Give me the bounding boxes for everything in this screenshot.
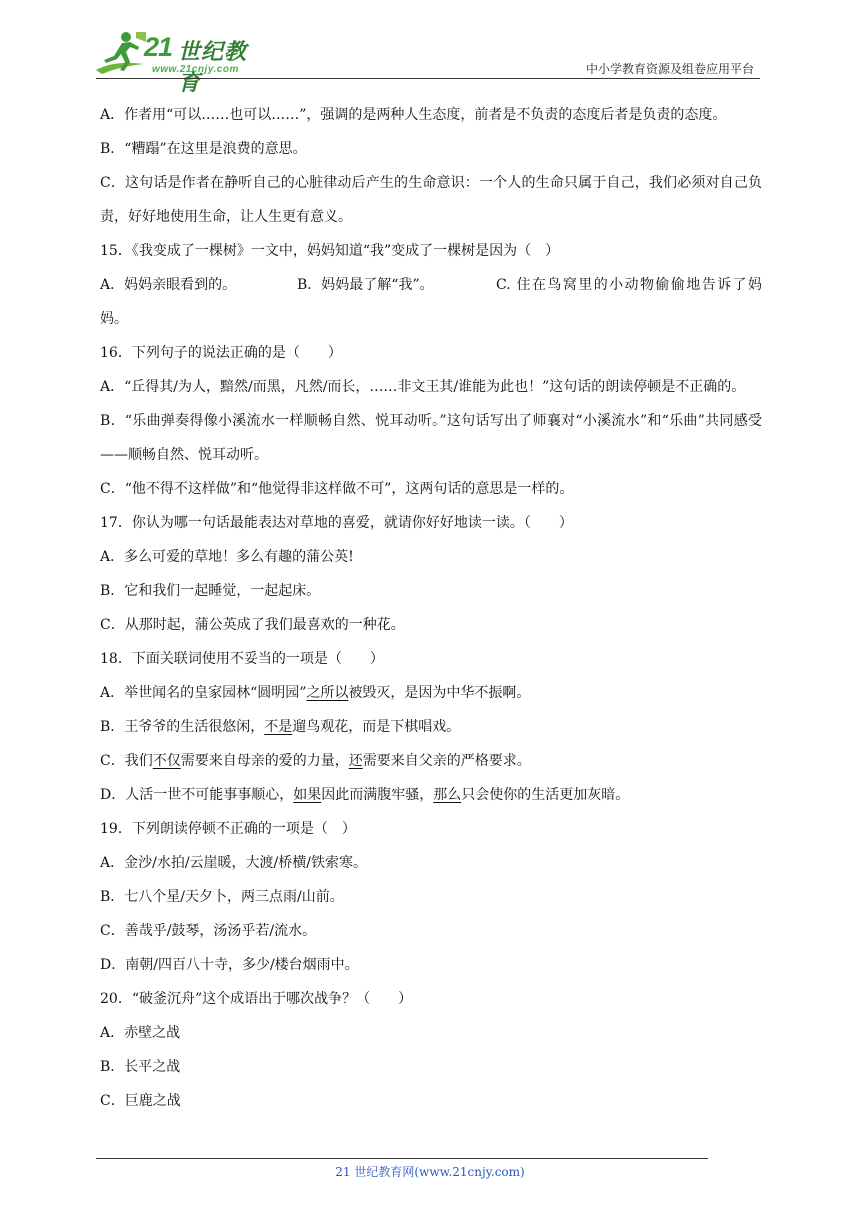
- logo-number: 21: [144, 32, 173, 62]
- question-18: 18．下面关联词使用不妥当的一项是（ ）: [100, 651, 384, 667]
- text-segment: 需要来自父亲的严格要求。: [362, 753, 531, 769]
- underlined-conjunction: 不是: [264, 719, 293, 735]
- question-15: 15．《我变成了一棵树》一文中，妈妈知道“我”变成了一棵树是因为（ ）: [100, 243, 560, 259]
- text-segment: D．人活一世不可能事事顺心，: [100, 787, 294, 803]
- underlined-conjunction: 那么: [433, 787, 462, 803]
- option-b: B．“乐曲弹奏得像小溪流水一样顺畅自然、悦耳动听。”这句话写出了师襄对“小溪流水”和“乐曲”共同感受——顺畅自然、悦耳动听。: [100, 413, 762, 463]
- question-17: 17．你认为哪一句话最能表达对草地的喜爱，就请你好好地读一读。（ ）: [100, 515, 573, 531]
- question-content: [100, 98, 762, 1118]
- question-15-options: [100, 268, 762, 336]
- option-b: B．它和我们一起睡觉，一起起床。: [100, 583, 321, 599]
- option-d: [100, 778, 762, 812]
- option-c: C．从那时起，蒲公英成了我们最喜欢的一种花。: [100, 617, 405, 633]
- option-b: B．妈妈最了解“我”。: [297, 277, 434, 293]
- option-line: B．“糟蹋”在这里是浪费的意思。: [100, 141, 307, 157]
- footer-link[interactable]: 21 世纪教育网(www.21cnjy.com): [335, 1165, 525, 1179]
- option-line: A．作者用“可以……也可以……”，强调的是两种人生态度，前者是不负责的态度后者是负责的态度。: [100, 107, 727, 123]
- text-segment: 遛鸟观花，而是下棋唱戏。: [292, 719, 461, 735]
- option-a: A．妈妈亲眼看到的。: [100, 277, 237, 293]
- option-line: C．这句话是作者在静听自己的心脏律动后产生的生命意识：一个人的生命只属于自己，我们必须对自己负责，好好地使用生命，让人生更有意义。: [100, 175, 762, 225]
- option-c: C．巨鹿之战: [100, 1093, 181, 1109]
- option-b: B．七八个星/天夕卜，两三点雨/山前。: [100, 889, 344, 905]
- underlined-conjunction: 还: [348, 753, 363, 769]
- site-logo: [92, 30, 262, 96]
- option-c: C．善哉乎/鼓琴，汤汤乎若/流水。: [100, 923, 317, 939]
- text-segment: B．王爷爷的生活很悠闲，: [100, 719, 265, 735]
- option-a: A．“丘得其/为人，黯然/而黑，凡然/而长，……非文王其/谁能为此也！”这句话的朗读停顿是不正确的。: [100, 379, 746, 395]
- option-b: B．长平之战: [100, 1059, 181, 1075]
- option-a: A．赤壁之战: [100, 1025, 181, 1041]
- logo-url: www.21cnjy.com: [152, 64, 239, 75]
- underlined-conjunction: 不仅: [152, 753, 181, 769]
- option-a: [100, 676, 762, 710]
- underlined-conjunction: 之所以: [306, 685, 349, 701]
- footer-divider: [96, 1158, 708, 1159]
- option-c: [100, 744, 762, 778]
- question-19: 19．下列朗读停顿不正确的一项是（ ）: [100, 821, 356, 837]
- header-divider: [96, 78, 760, 79]
- question-20: 20．“破釜沉舟”这个成语出于哪次战争？（ ）: [100, 991, 413, 1007]
- text-segment: 需要来自母亲的爱的力量，: [180, 753, 349, 769]
- underlined-conjunction: 如果: [293, 787, 322, 803]
- text-segment: C．我们: [100, 753, 153, 769]
- page-header: [0, 0, 860, 96]
- option-a: A．多么可爱的草地！多么有趣的蒲公英!: [100, 549, 354, 565]
- question-16: 16．下列句子的说法正确的是（ ）: [100, 345, 342, 361]
- option-a: A．金沙/水拍/云崖暖，大渡/桥横/铁索寒。: [100, 855, 367, 871]
- text-segment: A．举世闻名的皇家园林“圆明园”: [100, 685, 307, 701]
- logo-title: 世纪教育: [178, 40, 248, 96]
- text-segment: 只会使你的生活更加灰暗。: [461, 787, 630, 803]
- text-segment: 因此而满腹牢骚，: [321, 787, 434, 803]
- runner-logo-icon: [92, 30, 148, 78]
- platform-name: 中小学教育资源及组卷应用平台: [585, 62, 754, 76]
- option-c: C．“他不得不这样做”和“他觉得非这样做不可”，这两句话的意思是一样的。: [100, 481, 574, 497]
- option-b: [100, 710, 762, 744]
- option-c: C. 住在鸟窝里的小动物偷偷地告诉了妈妈。: [100, 277, 762, 327]
- text-segment: 被毁灭，是因为中华不振啊。: [348, 685, 531, 701]
- option-d: D．南朝/四百八十寺，多少/楼台烟雨中。: [100, 957, 359, 973]
